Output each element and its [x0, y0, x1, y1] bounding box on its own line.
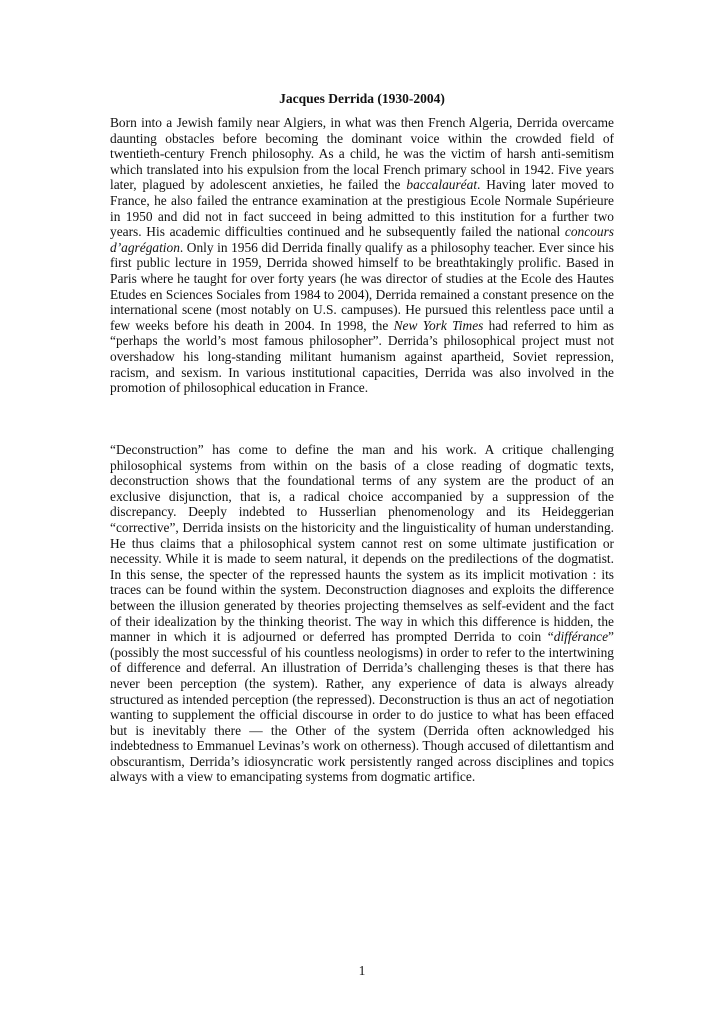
italic-term-new-york-times: New York Times — [393, 317, 484, 333]
paragraph-biography — [110, 115, 614, 396]
italic-term-baccalaureat: baccalauréat — [406, 177, 478, 193]
italic-term-differance: différance — [553, 629, 609, 645]
paragraph-text: “Deconstruction” has come to define the man and his work. A critique challenging philosophical systems from within on the basis of a close reading of dogmatic texts, deconstruction shows that the foundational terms of any system are the product of an exclusive disjunction, that is, a radical choice accompanied by a suppression of the discrepancy. Deeply indebted to Husserlian phenomenology and its Heideggerian “corrective”, Derrida insists on the historicity and the linguisticality of human understanding. He thus claims that a philosophical system cannot rest on some ultimate justification or necessity. While it is made to seem natural, it depends on the predilections of the dogmatist. In this sense, the specter of the repressed haunts the system as its implicit motivation : its traces can be found within the system. Deconstruction diagnoses and exploits the difference between the illusion generated by theories projecting themselves as self-evident and the fact of their idealization by the thinking theorist. The way in which this difference is hidden, the manner in which it is adjourned or deferred has prompted Derrida to coin “ — [110, 442, 614, 645]
paragraph-text: ” (possibly the most successful of his countless neologisms) in order to refer to the intertwining of difference and deferral. An illustration of Derrida’s challenging theses is that there has never been perception (the system). Rather, any experience of data is always already structured as intended perception (the repressed). Deconstruction is thus an act of negotiation wanting to supplement the official discourse in order to do justice to what has been effaced but is inevitably there — the Other of the system (Derrida often acknowledged his indebtedness to Emmanuel Levinas’s work on otherness). Though accused of dilettantism and obscurantism, Derrida’s idiosyncratic work persistently ranged across disciplines and topics always with a view to emancipating systems from dogmatic artifice. — [110, 629, 614, 785]
paragraph-text: had referred to him as “perhaps the world’s most famous philosopher”. Derrida’s philosophical project must not overshadow his long-standing militant humanism against apartheid, Soviet repression, racism, and sexism. In various institutional capacities, Derrida was also involved in the promotion of philosophical education in France. — [110, 317, 614, 396]
paragraph-text: . Only in 1956 did Derrida finally qualify as a philosophy teacher. Ever since his first public lecture in 1959, Derrida showed himself to be breathtakingly prolific. Based in Paris where he taught for over forty years (he was director of studies at the Ecole des Hautes Etudes en Sciences Sociales from 1984 to 2004), Derrida remained a constant presence on the international scene (most notably on U.S. campuses). He pursued this relentless pace until a few weeks before his death in 2004. In 1998, the — [110, 239, 614, 333]
italic-term-concours: concours d’agrégation — [110, 224, 614, 255]
page-number: 1 — [358, 963, 366, 978]
paragraph-text: Born into a Jewish family near Algiers, in what was then French Algeria, Derrida overcame daunting obstacles before becoming the dominant voice within the crowded field of twentieth-century French philosophy. As a child, he was the victim of harsh anti-semitism which translated into his expulsion from the local French primary school in 1942. Five years later, plagued by adolescent anxieties, he failed the — [110, 115, 614, 193]
paragraph-deconstruction — [110, 442, 614, 785]
paragraph-text: . Having later moved to France, he also failed the entrance examination at the prestigious Ecole Normale Supérieure in 1950 and did not in fact succeed in being admitted to this institution for a further two years. His academic difficulties continued and he subsequently failed the national — [110, 177, 614, 240]
document-title: Jacques Derrida (1930-2004) — [279, 91, 445, 106]
